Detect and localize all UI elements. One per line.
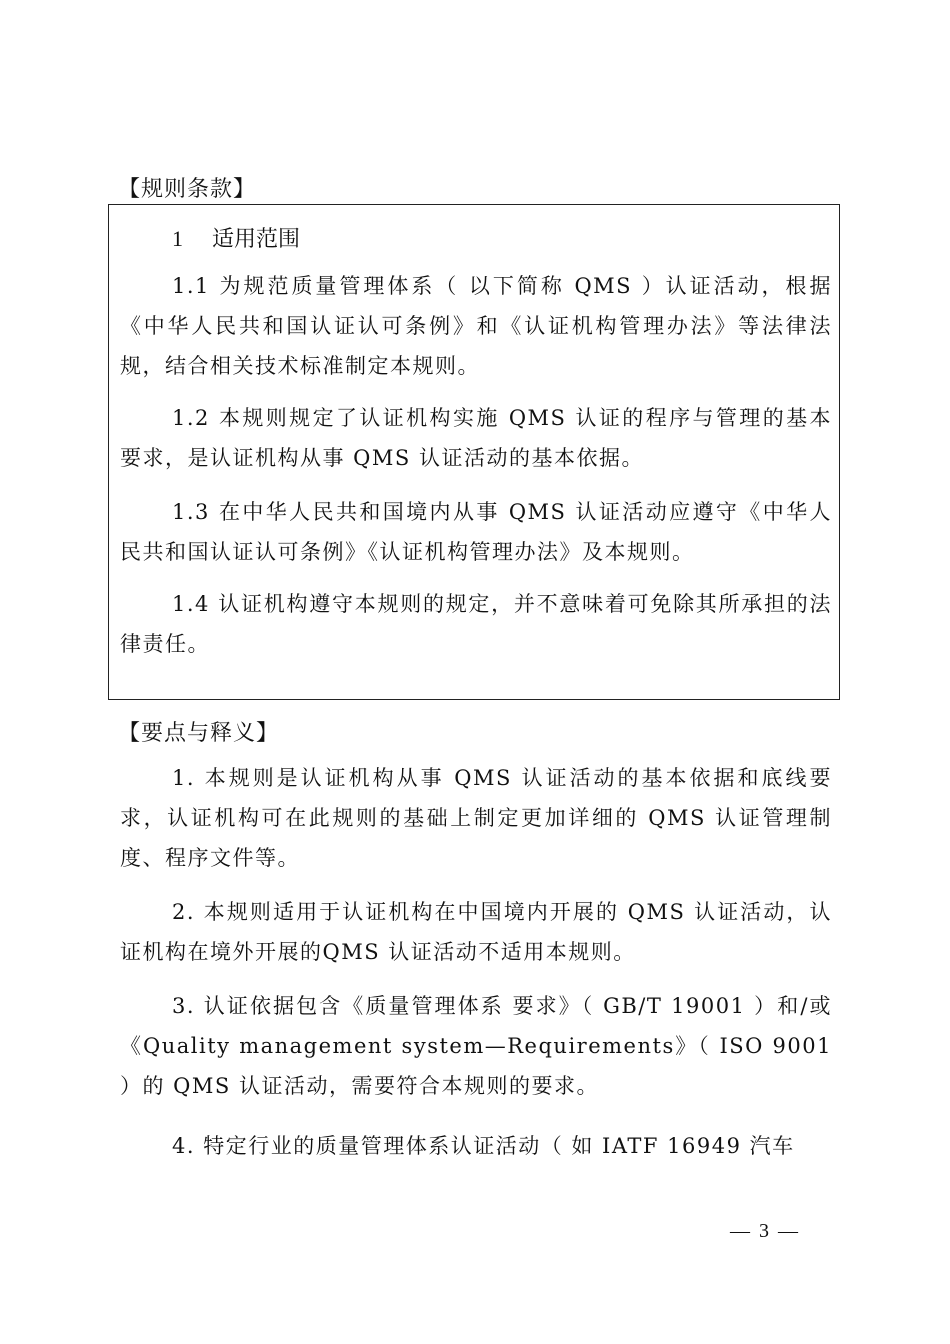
notes-heading: 【要点与释义】 [118,721,280,746]
section-number: 1 [172,226,183,251]
note-2: 2. 本规则适用于认证机构在中国境内开展的 QMS 认证活动，认证机构在境外开展的QMS 认证活动不适用本规则。 [120,900,832,964]
rule-1-2: 1.2 本规则规定了认证机构实施 QMS 认证的程序与管理的基本要求，是认证机构从事 QMS 认证活动的基本依据。 [120,406,832,470]
rule-1-1: 1.1 为规范质量管理体系（ 以下简称 QMS ）认证活动，根据《中华人民共和国认证认可条例》和《认证机构管理办法》等法律法规，结合相关技术标准制定本规则。 [120,274,832,378]
rules-heading: 【规则条款】 [118,177,257,202]
page-number: — 3 — [730,1220,800,1242]
section-title [172,222,300,253]
rule-1-4: 1.4 认证机构遵守本规则的规定，并不意味着可免除其所承担的法律责任。 [120,592,832,656]
section-title-text: 适用范围 [212,227,301,252]
note-1: 1. 本规则是认证机构从事 QMS 认证活动的基本依据和底线要求，认证机构可在此规则的基础上制定更加详细的 QMS 认证管理制度、程序文件等。 [120,766,832,870]
note-4: 4. 特定行业的质量管理体系认证活动（ 如 IATF 16949 汽车 [172,1134,795,1158]
note-3: 3. 认证依据包含《质量管理体系 要求》（ GB/T 19001 ）和/或《Quality management system—Requirements》（ ISO 9001 ）的 QMS 认证活动，需要符合本规则的要求。 [120,994,832,1098]
rule-1-3: 1.3 在中华人民共和国境内从事 QMS 认证活动应遵守《中华人民共和国认证认可条例》《认证机构管理办法》及本规则。 [120,500,832,564]
